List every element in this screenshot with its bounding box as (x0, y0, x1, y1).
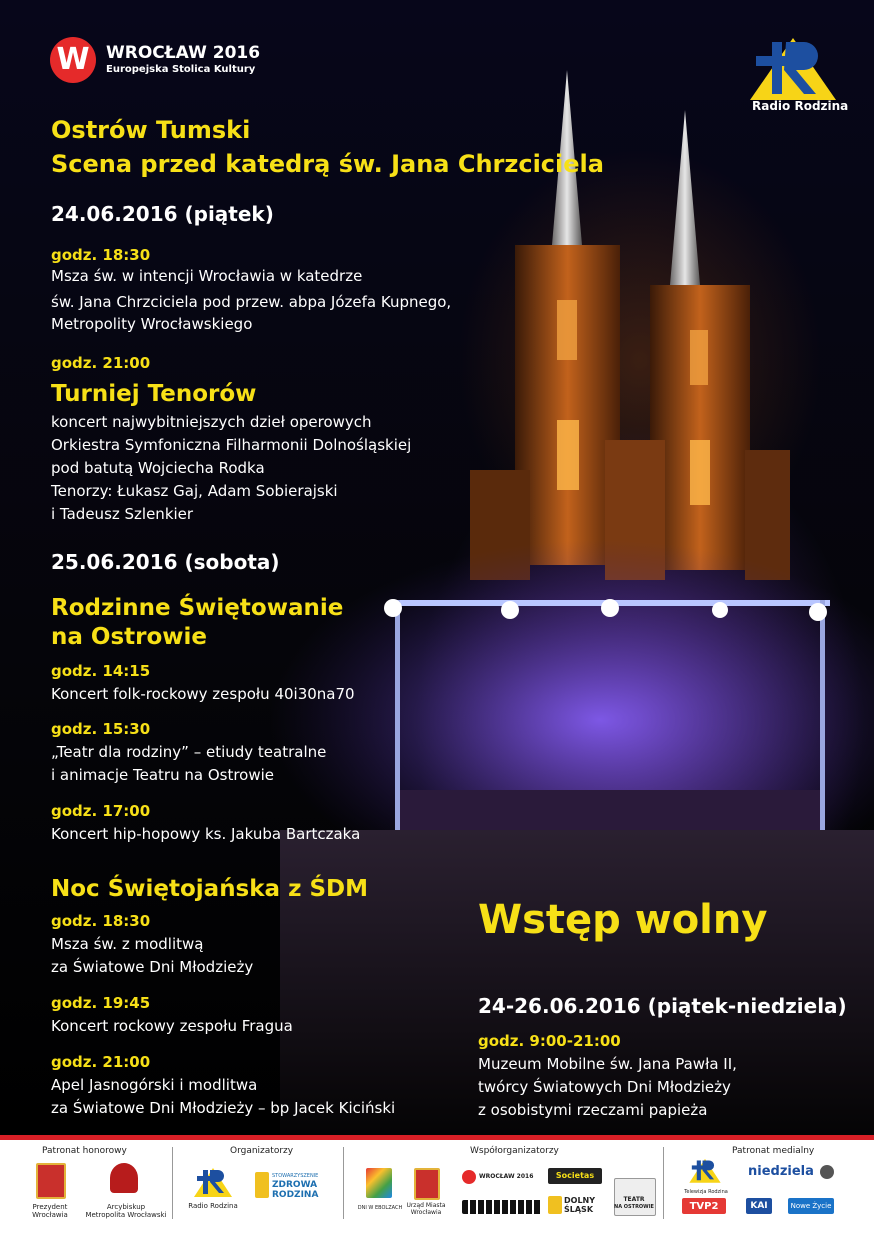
wroclaw-subtitle: Europejska Stolica Kultury (106, 64, 256, 75)
noc-event1-line2: za Światowe Dni Młodzieży (51, 958, 254, 976)
radio-rodzina-name: Radio Rodzina (752, 99, 849, 113)
organizer-zdrowa-rodzina-2: ZDROWA (272, 1180, 318, 1190)
red-stripe (0, 1135, 874, 1140)
day2-event1-line1: Koncert folk-rockowy zespołu 40i30na70 (51, 685, 355, 703)
organizer-radio-rodzina: Radio Rodzina (188, 1202, 238, 1210)
day1-date: 24.06.2016 (piątek) (51, 202, 274, 226)
partner-logo (462, 1200, 542, 1214)
noc-heading: Noc Świętojańska z ŚDM (51, 876, 369, 902)
divider (343, 1147, 344, 1219)
coorganizer-teatr-1: TEATR (623, 1196, 645, 1203)
radio-rodzina-footer-icon (193, 1167, 233, 1201)
noc-event3-line2: za Światowe Dni Młodzieży – bp Jacek Kiciński (51, 1099, 396, 1117)
coorganizer-slask: ŚLĄSK (564, 1205, 594, 1214)
noc-event1-line1: Msza św. z modlitwą (51, 935, 204, 953)
coorganizer-city-1: Urząd Miasta (406, 1202, 446, 1209)
day1-event2-line1: koncert najwybitniejszych dzieł operowych (51, 413, 372, 431)
day2-event2-line2: i animacje Teatru na Ostrowie (51, 766, 275, 784)
day1-event2-line3: pod batutą Wojciecha Rodka (51, 459, 265, 477)
day2-event3-time: godz. 17:00 (51, 802, 151, 820)
page-title: Ostrów Tumski (51, 116, 251, 144)
coorganizer-dni: DNI W EBOLZACH (357, 1205, 403, 1211)
organizer-zdrowa-rodzina-1: STOWARZYSZENIE (272, 1173, 319, 1179)
free-entry-heading: Wstęp wolny (478, 897, 768, 943)
city-crest-icon (414, 1168, 440, 1200)
day1-event2-line4: Tenorzy: Łukasz Gaj, Adam Sobierajski (51, 482, 338, 500)
day1-event2-heading: Turniej Tenorów (51, 381, 257, 407)
category-coorganizers: Współorganizatorzy (470, 1146, 559, 1156)
day2-event1-time: godz. 14:15 (51, 662, 151, 680)
noc-event3-time: godz. 21:00 (51, 1053, 151, 1071)
media-kai: KAI (750, 1201, 768, 1211)
page-subtitle: Scena przed katedrą św. Jana Chrzciciela (51, 150, 604, 178)
day1-event1-line3: Metropolity Wrocławskiego (51, 315, 253, 333)
day1-event1-time: godz. 18:30 (51, 246, 151, 264)
day2-heading-line2: na Ostrowie (51, 624, 208, 650)
day1-event2-time: godz. 21:00 (51, 354, 151, 372)
wroclaw-logo-icon: W (50, 37, 96, 83)
coat-of-arms-icon (36, 1163, 66, 1199)
tv-rodzina-icon (688, 1158, 722, 1186)
noc-event2-time: godz. 19:45 (51, 994, 151, 1012)
media-tvp2: TVP2 (689, 1201, 719, 1212)
day2-date: 25.06.2016 (sobota) (51, 550, 280, 574)
patron-mayor: Prezydent Wrocławia (32, 1203, 68, 1219)
divider (663, 1147, 664, 1219)
noc-event2-line1: Koncert rockowy zespołu Fragua (51, 1017, 293, 1035)
category-honorary: Patronat honorowy (42, 1146, 127, 1156)
media-tv-rodzina: Telewizja Rodzina (684, 1189, 728, 1195)
day2-event2-line1: „Teatr dla rodziny” – etiudy teatralne (51, 743, 327, 761)
day1-event2-line2: Orkiestra Symfoniczna Filharmonii Dolnośląskiej (51, 436, 412, 454)
day1-event1-line1: Msza św. w intencji Wrocławia w katedrze (51, 267, 363, 285)
wroclaw-title: WROCŁAW 2016 (106, 43, 261, 63)
coorganizer-wroclaw2016: WROCŁAW 2016 (479, 1173, 534, 1180)
media-niedziela: niedziela (748, 1164, 814, 1179)
coorganizer-dolny: DOLNY (564, 1196, 596, 1205)
globe-icon (820, 1165, 834, 1179)
zdrowa-rodzina-icon (255, 1172, 269, 1198)
noc-event1-time: godz. 18:30 (51, 912, 151, 930)
museum-line2: twórcy Światowych Dni Młodzieży (478, 1078, 731, 1096)
museum-date: 24-26.06.2016 (piątek-niedziela) (478, 994, 847, 1018)
media-nowe-zycie: Nowe Życie (790, 1202, 832, 1210)
coorganizer-teatr-2: NA OSTROWIE (614, 1204, 654, 1210)
museum-line1: Muzeum Mobilne św. Jana Pawła II, (478, 1055, 737, 1073)
noc-event3-line1: Apel Jasnogórski i modlitwa (51, 1076, 258, 1094)
day1-event2-line5: i Tadeusz Szlenkier (51, 505, 194, 523)
museum-line3: z osobistymi rzeczami papieża (478, 1101, 708, 1119)
archbishop-crest-icon (110, 1163, 138, 1193)
category-organizers: Organizatorzy (230, 1146, 294, 1156)
patron-archbishop-2: Metropolita Wrocławski (85, 1211, 167, 1219)
day2-event2-time: godz. 15:30 (51, 720, 151, 738)
organizer-zdrowa-rodzina-3: RODZINA (272, 1190, 319, 1200)
youth-days-icon (366, 1168, 392, 1198)
day2-event3-line1: Koncert hip-hopowy ks. Jakuba Bartczaka (51, 825, 361, 843)
day1-event1-line2: św. Jana Chrzciciela pod przew. abpa Józefa Kupnego, (51, 293, 452, 311)
divider (172, 1147, 173, 1219)
coorganizer-societas: Societas (555, 1171, 595, 1180)
museum-time: godz. 9:00-21:00 (478, 1032, 621, 1050)
coorganizer-city-2: Wrocławia (410, 1209, 442, 1216)
day2-heading-line1: Rodzinne Świętowanie (51, 595, 344, 621)
wroclaw-small-icon (462, 1170, 476, 1184)
patron-archbishop-1: Arcybiskup (106, 1203, 146, 1211)
category-media: Patronat medialny (732, 1146, 815, 1156)
dolny-slask-icon (548, 1196, 562, 1214)
